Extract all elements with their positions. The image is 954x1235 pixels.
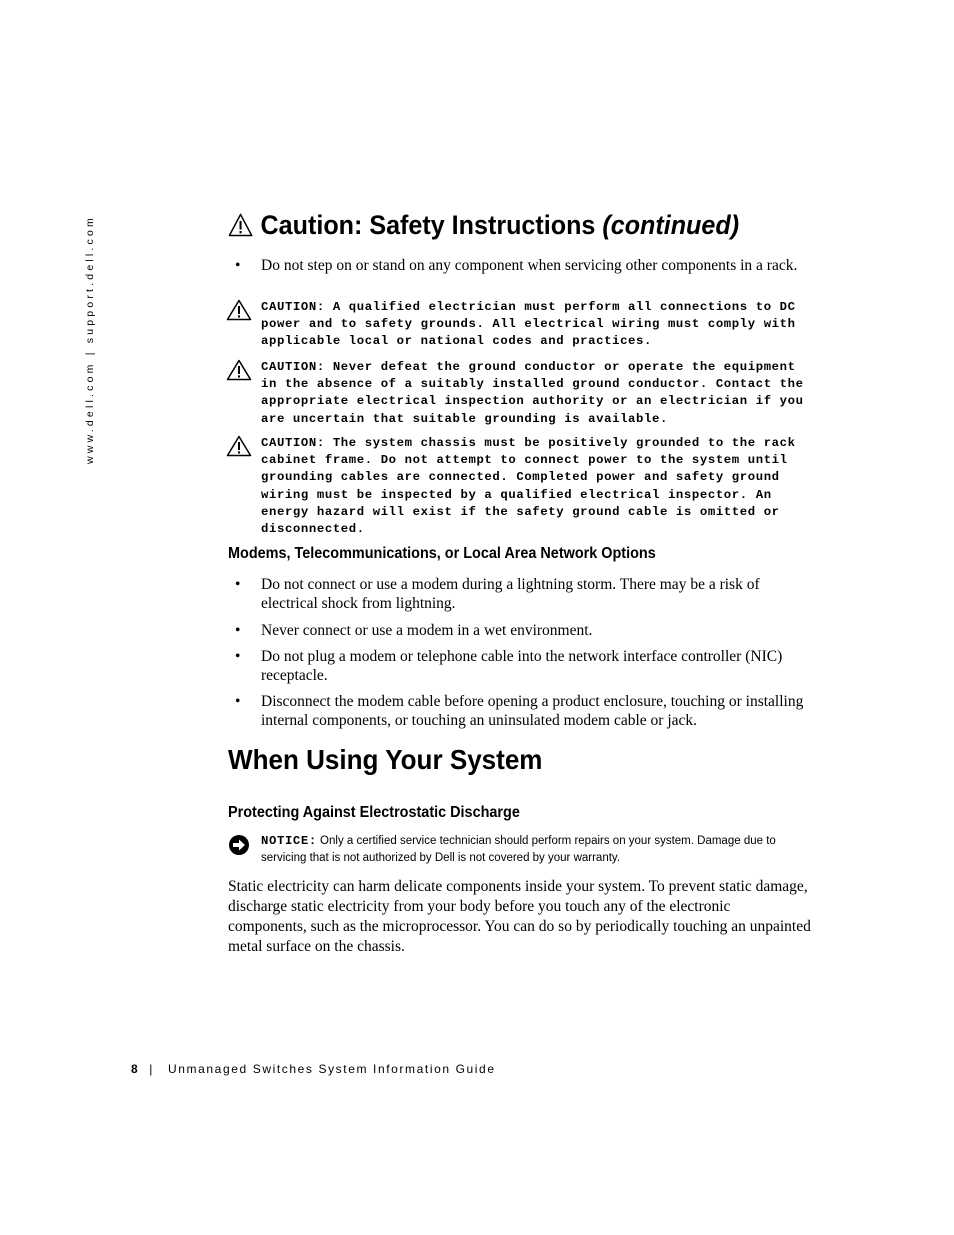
- bullet-marker: •: [235, 576, 241, 593]
- bullet-marker: •: [235, 648, 241, 665]
- caution-text: CAUTION: A qualified electrician must perform all connections to DC power and to safety grounds. All electrical wiring must comply with applicable local or national codes and practices.: [261, 300, 796, 349]
- warning-triangle-icon: [226, 435, 252, 462]
- caution-block: [228, 299, 812, 351]
- bullet-marker: •: [235, 693, 241, 710]
- caution-block: [228, 435, 812, 538]
- bullet-marker: •: [235, 257, 241, 274]
- caution-block: [228, 359, 812, 428]
- modems-heading: Modems, Telecommunications, or Local Area Network Options: [228, 545, 656, 562]
- list-item: [228, 621, 812, 640]
- esd-heading: Protecting Against Electrostatic Discharge: [228, 804, 520, 821]
- list-item-text: Do not step on or stand on any component when servicing other components in a rack.: [261, 257, 798, 274]
- section-title-continued: (continued): [602, 210, 740, 240]
- notice-body: Only a certified service technician should perform repairs on your system. Damage due to servicing that is not authorized by Dell is not covered by your warranty.: [261, 835, 776, 864]
- sidebar-url: [84, 215, 104, 464]
- guide-title: Unmanaged Switches System Information Guide: [168, 1062, 496, 1076]
- section-title: [228, 210, 739, 244]
- list-item-text: Never connect or use a modem in a wet environment.: [261, 622, 593, 639]
- page-footer: [131, 1062, 496, 1076]
- list-item: [228, 692, 812, 730]
- section-title-main: Caution: Safety Instructions: [260, 210, 603, 240]
- bullet-marker: •: [235, 622, 241, 639]
- list-item: [228, 256, 812, 275]
- caution-text: CAUTION: The system chassis must be positively grounded to the rack cabinet frame. Do not attempt to connect power to the system until grounding cables are connected. Completed power and safety ground wiring must be inspected by a qualified electrical inspector. An energy hazard will exist if the safety ground cable is omitted or disconnected.: [261, 436, 796, 537]
- list-item-text: Do not connect or use a modem during a lightning storm. There may be a risk of electrical shock from lightning.: [261, 576, 760, 612]
- warning-triangle-icon: [226, 359, 252, 386]
- list-item: [228, 647, 812, 685]
- list-item-text: Disconnect the modem cable before opening a product enclosure, touching or installing internal components, or touching an uninsulated modem cable or jack.: [261, 693, 804, 729]
- footer-separator: |: [149, 1062, 154, 1076]
- sidebar-url-text: www.dell.com | support.dell.com: [84, 215, 96, 464]
- caution-text: CAUTION: Never defeat the ground conductor or operate the equipment in the absence of a suitably installed ground conductor. Contact the appropriate electrical inspection authority or an electrician if you are uncertain that suitable grounding is available.: [261, 360, 804, 426]
- right-arrow-circle-icon: [228, 834, 250, 861]
- notice-text: [261, 833, 812, 867]
- notice-label: NOTICE:: [261, 834, 317, 848]
- list-item: [228, 575, 812, 613]
- page-number: 8: [131, 1062, 140, 1076]
- notice-block: [228, 833, 812, 867]
- esd-paragraph: Static electricity can harm delicate components inside your system. To prevent static damage, discharge static electricity from your body before you touch any of the electronic components, such as the microprocessor. You can do so by periodically touching an unpainted metal surface on the chassis.: [228, 878, 811, 955]
- list-item-text: Do not plug a modem or telephone cable into the network interface controller (NIC) receptacle.: [261, 648, 783, 684]
- warning-triangle-icon: [228, 213, 253, 244]
- system-heading: When Using Your System: [228, 744, 543, 775]
- warning-triangle-icon: [226, 299, 252, 326]
